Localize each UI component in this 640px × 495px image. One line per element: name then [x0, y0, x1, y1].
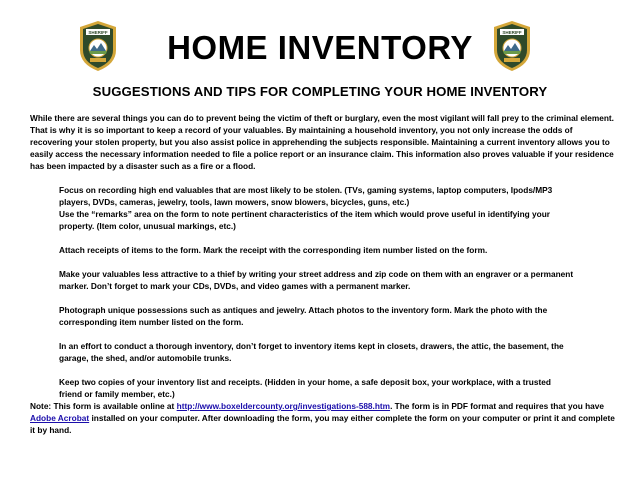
adobe-acrobat-link[interactable]: Adobe Acrobat — [30, 413, 90, 423]
badge-text-right: SHERIFF — [502, 30, 522, 35]
tip-photograph-possessions: Photograph unique possessions such as antiques and jewelry. Attach photos to the inventory form. Mark the photo with the corresponding item number listed on the form. — [59, 305, 548, 327]
tip-attach-receipts: Attach receipts of items to the form. Mark the receipt with the corresponding item number listed on the form. — [59, 245, 488, 255]
tip-thorough-inventory: In an effort to conduct a thorough inventory, don’t forget to inventory items kept in closets, drawers, the attic, the basement, the garage, the shed, and/or automobile trunks. — [59, 341, 564, 363]
note-prefix: Note: This form is available online at — [30, 401, 177, 411]
badge-text-left: SHERIFF — [88, 30, 108, 35]
tip-mark-valuables: Make your valuables less attractive to a thief by writing your street address and zip code on them with an engraver or a permanent marker. Don’t forget to mark your CDs, DVDs, and video games with a permanent marker. — [59, 269, 574, 291]
note-paragraph — [30, 400, 616, 436]
intro-paragraph: While there are several things you can do to prevent being the victim of theft or burglary, even the most vigilant will fall prey to the criminal element. That is why it is so important to keep a record of your valuables. By maintaining a household inventory, you not only increase the odds of recovering your stolen property, but you also assist police in apprehending the subjects responsible. Maintaining a current inventory allows you to easily access the necessary information needed to file a police report or an insurance claim. This information also proves valuable if your residence has been impacted by a disaster such as a fire or a flood. — [30, 113, 614, 171]
tip-remarks-area: Use the “remarks” area on the form to note pertinent characteristics of the item which would prove useful in identifying your property. (Item color, unusual markings, etc.) — [59, 209, 550, 231]
page-title: HOME INVENTORY — [167, 29, 473, 66]
note-middle: . The form is in PDF format and requires that you have — [390, 401, 604, 411]
page-subtitle: SUGGESTIONS AND TIPS FOR COMPLETING YOUR HOME INVENTORY — [92, 84, 548, 99]
tip-keep-copies: Keep two copies of your inventory list and receipts. (Hidden in your home, a safe deposit box, your workplace, with a trusted friend or family member, etc.) — [59, 377, 551, 399]
note-suffix: installed on your computer. After downloading the form, you may either complete the form on your computer or print it and complete it by hand. — [30, 413, 615, 435]
document-body — [30, 112, 616, 436]
tip-high-end-valuables: Focus on recording high end valuables that are most likely to be stolen. (TVs, gaming systems, laptop computers, Ipods/MP3 players, DVDs, cameras, jewelry, tools, lawn mowers, snow blowers, bicycles, guns, etc.) — [59, 185, 553, 207]
investigations-link[interactable]: http://www.boxeldercounty.org/investigations-588.htm — [176, 401, 391, 411]
